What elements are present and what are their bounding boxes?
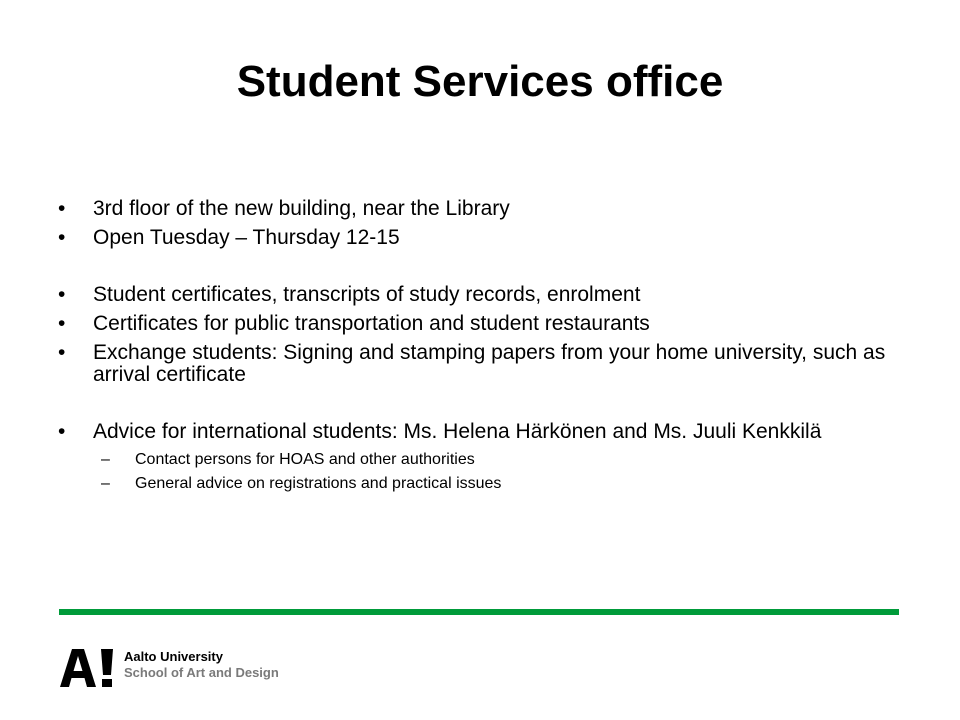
bullet-text: Open Tuesday – Thursday 12-15	[93, 226, 400, 249]
sub-item-hoas-contacts	[58, 451, 918, 469]
bullet-marker: •	[58, 197, 66, 220]
content-area	[58, 198, 918, 499]
slide-title: Student Services office	[236, 57, 724, 106]
bullet-opening-hours	[58, 227, 918, 249]
bullet-certificates	[58, 284, 918, 306]
bullet-marker: •	[58, 341, 66, 364]
logo-text	[124, 649, 279, 681]
bullet-international-advice	[58, 421, 918, 443]
bullet-exchange-students	[58, 342, 918, 386]
bullet-transport-certificates	[58, 313, 918, 335]
bullet-text: Advice for international students: Ms. Helena Härkönen and Ms. Juuli Kenkkilä	[93, 420, 822, 443]
school-name: School of Art and Design	[124, 665, 279, 680]
university-name: Aalto University	[124, 649, 223, 664]
sub-item-text: General advice on registrations and practical issues	[135, 475, 502, 492]
bullet-marker: •	[58, 226, 66, 249]
spacer	[58, 256, 918, 284]
bullet-text: Exchange students: Signing and stamping papers from your home university, such as arrival certificate	[93, 341, 886, 386]
sub-item-text: Contact persons for HOAS and other authorities	[135, 451, 475, 468]
bullet-text: Student certificates, transcripts of study records, enrolment	[93, 283, 641, 306]
bullet-location	[58, 198, 918, 220]
green-divider	[59, 609, 899, 615]
bullet-text: 3rd floor of the new building, near the Library	[93, 197, 510, 220]
sub-list	[58, 451, 918, 493]
bullet-marker: •	[58, 283, 66, 306]
bullet-marker: •	[58, 312, 66, 335]
aalto-a-exclamation-logo	[60, 646, 116, 688]
bullet-text: Certificates for public transportation and student restaurants	[93, 312, 650, 335]
spacer	[58, 393, 918, 421]
bullet-marker: •	[58, 420, 66, 443]
sub-item-general-advice	[58, 475, 918, 493]
dash-marker: –	[101, 475, 110, 492]
dash-marker: –	[101, 451, 110, 468]
aalto-logo	[60, 646, 300, 688]
